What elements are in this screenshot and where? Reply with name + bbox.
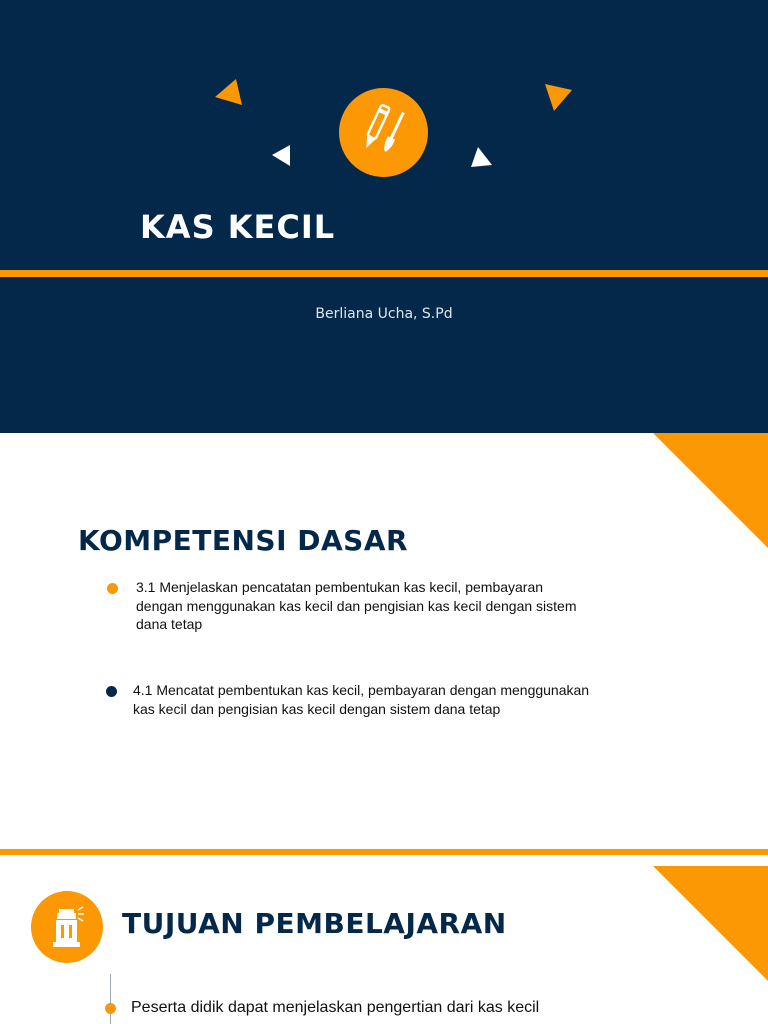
section-title: KOMPETENSI DASAR	[78, 524, 409, 557]
objective-item: Peserta didik dapat menjelaskan pengertian dari kas kecil	[131, 999, 540, 1016]
title-slide	[0, 0, 768, 433]
objectives-slide	[0, 855, 768, 1024]
orange-triangle-decoration	[210, 75, 250, 109]
trophy-icon	[31, 891, 103, 963]
competency-item: 4.1 Mencatat pembentukan kas kecil, pembayaran dengan menggunakan kas kecil dan pengisian kas kecil dengan sistem dana tetap	[133, 682, 590, 717]
pen-brush-icon	[339, 88, 428, 177]
competency-item: 3.1 Menjelaskan pencatatan pembentukan kas kecil, pembayaran dengan menggunakan kas kecil dan pengisian kas kecil dengan sistem dana tetap	[136, 579, 577, 632]
bullet-point	[105, 1003, 116, 1014]
bullet-point	[107, 583, 118, 594]
slide-title: KAS KECIL	[140, 208, 336, 246]
orange-corner-triangle	[653, 433, 768, 549]
author-name: Berliana Ucha, S.Pd	[315, 306, 453, 322]
timeline-line	[110, 974, 111, 1024]
accent-bar	[0, 270, 768, 277]
orange-corner-triangle	[653, 866, 768, 982]
white-triangle-decoration	[466, 144, 494, 172]
white-triangle-decoration	[268, 142, 294, 168]
section-title: TUJUAN PEMBELAJARAN	[122, 907, 507, 940]
bullet-point	[106, 686, 117, 697]
competency-slide	[0, 433, 768, 849]
orange-triangle-decoration	[540, 80, 576, 116]
